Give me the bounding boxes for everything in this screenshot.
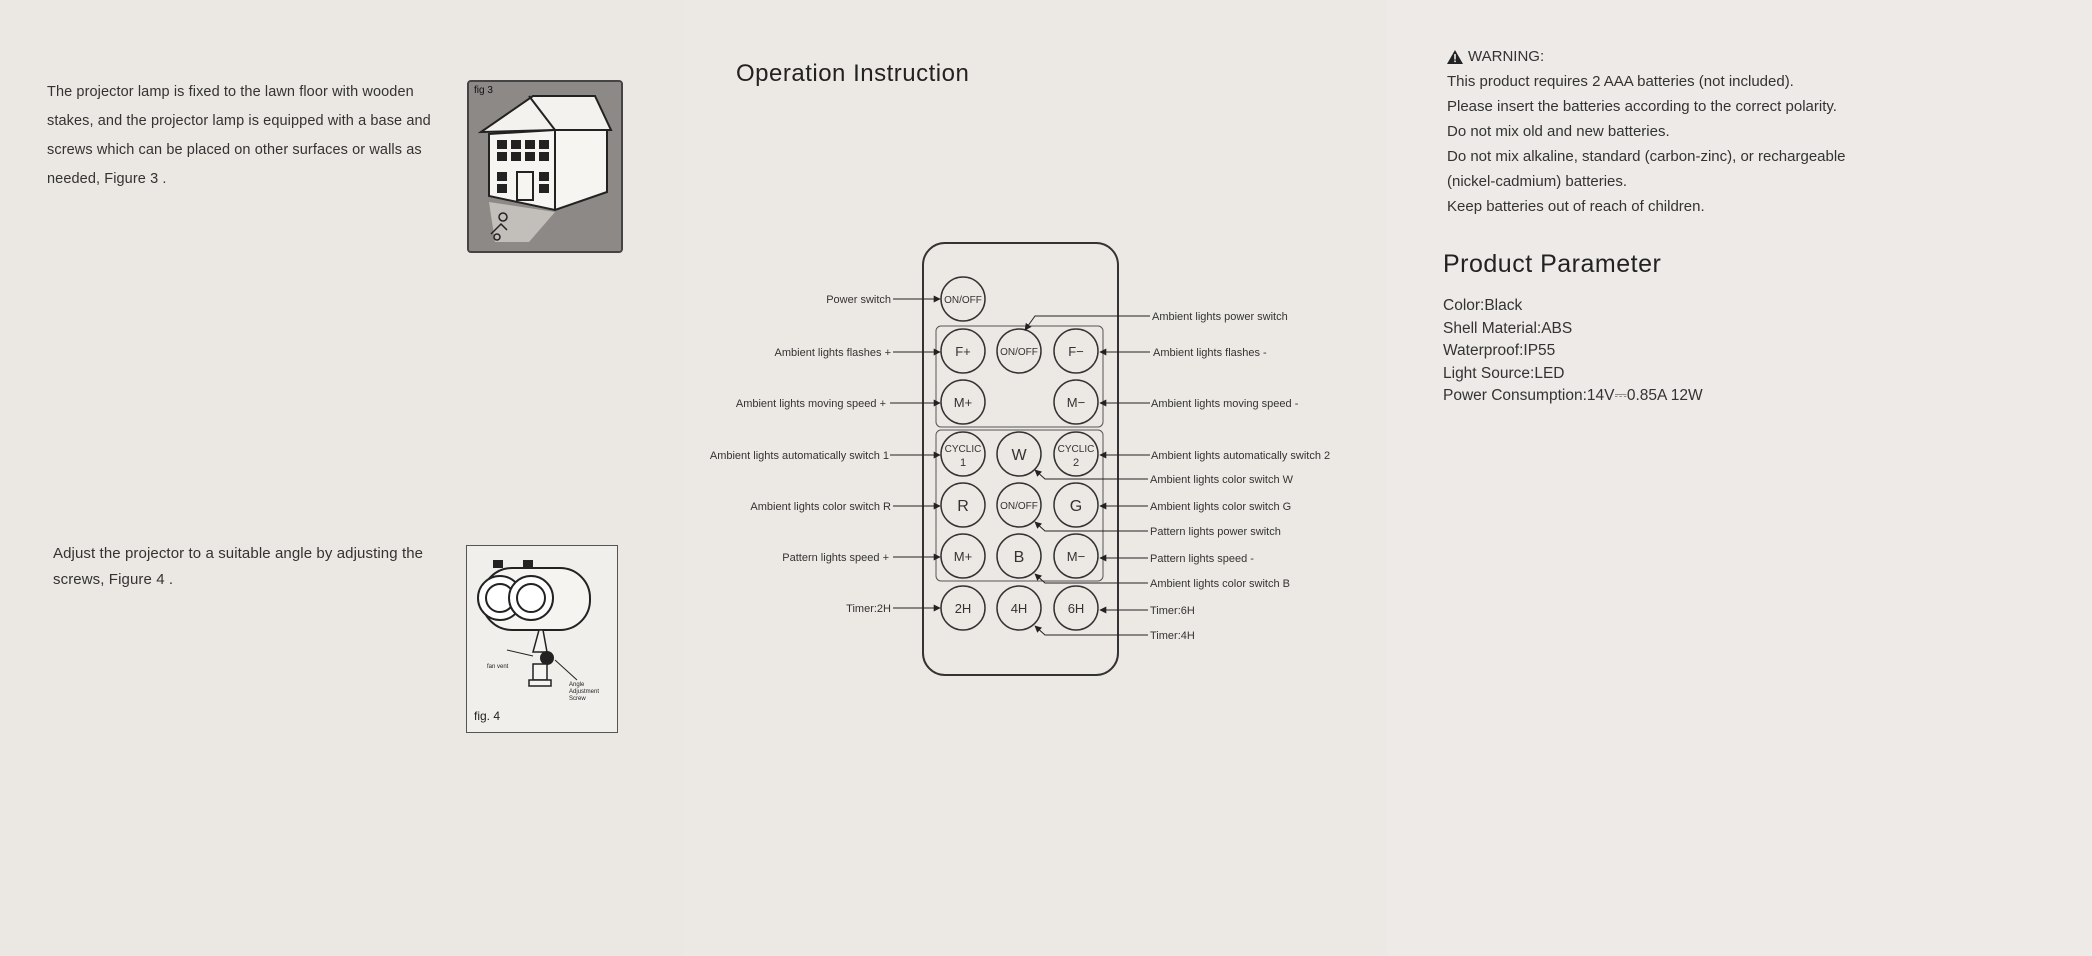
label-timer-4h: Timer:4H bbox=[1150, 630, 1195, 642]
label-pattern-speed-plus: Pattern lights speed + bbox=[782, 552, 889, 564]
warning-title: WARNING: bbox=[1468, 48, 1545, 65]
label-timer-2h: Timer:2H bbox=[846, 603, 891, 615]
figure-4-projector-illustration bbox=[466, 545, 618, 733]
button-cyclic-1[interactable] bbox=[941, 432, 985, 476]
product-parameter-list bbox=[1443, 295, 1703, 408]
warning-heading bbox=[1447, 48, 1846, 65]
param-power-consumption: Power Consumption:14V⎓0.85A 12W bbox=[1443, 387, 1703, 404]
svg-text:M−: M− bbox=[1066, 395, 1086, 410]
svg-text:M+: M+ bbox=[953, 549, 973, 564]
svg-text:4H: 4H bbox=[1010, 601, 1028, 616]
svg-text:2: 2 bbox=[1072, 457, 1080, 469]
button-b[interactable] bbox=[997, 534, 1041, 578]
warning-line: Do not mix old and new batteries. bbox=[1447, 123, 1670, 140]
label-power-switch: Power switch bbox=[826, 294, 891, 306]
label-pattern-power: Pattern lights power switch bbox=[1150, 526, 1281, 538]
button-onoff-ambient[interactable] bbox=[997, 329, 1041, 373]
label-color-g: Ambient lights color switch G bbox=[1150, 501, 1292, 513]
house-icon bbox=[469, 82, 621, 251]
label-color-b: Ambient lights color switch B bbox=[1150, 578, 1290, 590]
svg-text:R: R bbox=[957, 498, 969, 515]
button-m-minus-pattern[interactable] bbox=[1054, 534, 1098, 578]
button-cyclic-2[interactable] bbox=[1054, 432, 1098, 476]
param-color: Color:Black bbox=[1443, 297, 1523, 314]
label-ambient-power: Ambient lights power switch bbox=[1152, 311, 1288, 323]
button-m-plus-ambient[interactable] bbox=[941, 380, 985, 424]
button-onoff-main[interactable] bbox=[941, 277, 985, 321]
left-panel bbox=[0, 0, 683, 956]
svg-text:1: 1 bbox=[959, 457, 967, 469]
param-waterproof: Waterproof:IP55 bbox=[1443, 342, 1556, 359]
label-moving-speed-plus: Ambient lights moving speed + bbox=[735, 398, 886, 410]
svg-text:CYCLIC: CYCLIC bbox=[944, 444, 982, 455]
label-moving-speed-minus: Ambient lights moving speed - bbox=[1151, 398, 1299, 410]
button-onoff-pattern[interactable] bbox=[997, 483, 1041, 527]
angle-screw-label: Angle Adjustment Screw bbox=[569, 682, 600, 702]
svg-text:W: W bbox=[1011, 447, 1027, 464]
warning-section bbox=[1447, 48, 1846, 219]
svg-text:F+: F+ bbox=[955, 344, 971, 359]
installation-paragraph: The projector lamp is fixed to the lawn floor with wooden stakes, and the projector lamp is equipped with a base and screws which can be placed on other surfaces or walls as needed, Figure 3 . bbox=[47, 84, 431, 187]
warning-triangle-icon bbox=[1447, 50, 1463, 64]
label-auto-switch-2: Ambient lights automatically switch 2 bbox=[1151, 450, 1331, 462]
adjustment-paragraph: Adjust the projector to a suitable angle by adjusting the screws, Figure 4 . bbox=[53, 545, 424, 588]
svg-text:ON/OFF: ON/OFF bbox=[1000, 347, 1038, 358]
button-f-plus[interactable] bbox=[941, 329, 985, 373]
button-w[interactable] bbox=[997, 432, 1041, 476]
label-auto-switch-1: Ambient lights automatically switch 1 bbox=[709, 450, 889, 462]
remote-control-diagram bbox=[683, 230, 1387, 690]
warning-line: This product requires 2 AAA batteries (not included). bbox=[1447, 73, 1794, 90]
button-m-plus-pattern[interactable] bbox=[941, 534, 985, 578]
svg-text:M+: M+ bbox=[953, 395, 973, 410]
ambient-button-group bbox=[936, 326, 1103, 427]
projector-icon bbox=[467, 546, 617, 732]
button-timer-2h[interactable] bbox=[941, 586, 985, 630]
operation-instruction-title: Operation Instruction bbox=[736, 60, 970, 87]
fan-vent-label: fan vent bbox=[487, 664, 509, 670]
warning-line: Keep batteries out of reach of children. bbox=[1447, 198, 1705, 215]
button-g[interactable] bbox=[1054, 483, 1098, 527]
button-f-minus[interactable] bbox=[1054, 329, 1098, 373]
svg-text:M−: M− bbox=[1066, 549, 1086, 564]
label-color-r: Ambient lights color switch R bbox=[750, 501, 891, 513]
button-m-minus-ambient[interactable] bbox=[1054, 380, 1098, 424]
warning-line: Do not mix alkaline, standard (carbon-zinc), or rechargeable bbox=[1447, 148, 1846, 165]
param-light-source: Light Source:LED bbox=[1443, 364, 1565, 382]
svg-text:ON/OFF: ON/OFF bbox=[944, 295, 982, 306]
warning-line: Please insert the batteries according to the correct polarity. bbox=[1447, 98, 1837, 115]
svg-text:6H: 6H bbox=[1067, 601, 1085, 616]
product-parameter-title: Product Parameter bbox=[1443, 250, 1662, 278]
figure-3-house-illustration bbox=[467, 80, 623, 253]
param-shell-material: Shell Material:ABS bbox=[1443, 319, 1573, 337]
button-timer-4h[interactable] bbox=[997, 586, 1041, 630]
warning-line: (nickel-cadmium) batteries. bbox=[1447, 173, 1628, 190]
svg-text:G: G bbox=[1069, 498, 1083, 515]
label-pattern-speed-minus: Pattern lights speed - bbox=[1150, 553, 1254, 565]
svg-text:B: B bbox=[1013, 549, 1025, 566]
svg-text:F−: F− bbox=[1068, 344, 1084, 359]
figure-4-caption: fig. 4 bbox=[474, 709, 501, 723]
svg-text:ON/OFF: ON/OFF bbox=[1000, 501, 1038, 512]
label-color-w: Ambient lights color switch W bbox=[1150, 474, 1294, 486]
label-timer-6h: Timer:6H bbox=[1150, 605, 1195, 617]
svg-text:2H: 2H bbox=[954, 601, 972, 616]
label-flashes-plus: Ambient lights flashes + bbox=[774, 347, 891, 359]
figure-3-caption: fig 3 bbox=[474, 85, 493, 96]
svg-text:CYCLIC: CYCLIC bbox=[1057, 444, 1095, 455]
button-timer-6h[interactable] bbox=[1054, 586, 1098, 630]
label-flashes-minus: Ambient lights flashes - bbox=[1153, 347, 1267, 359]
button-r[interactable] bbox=[941, 483, 985, 527]
